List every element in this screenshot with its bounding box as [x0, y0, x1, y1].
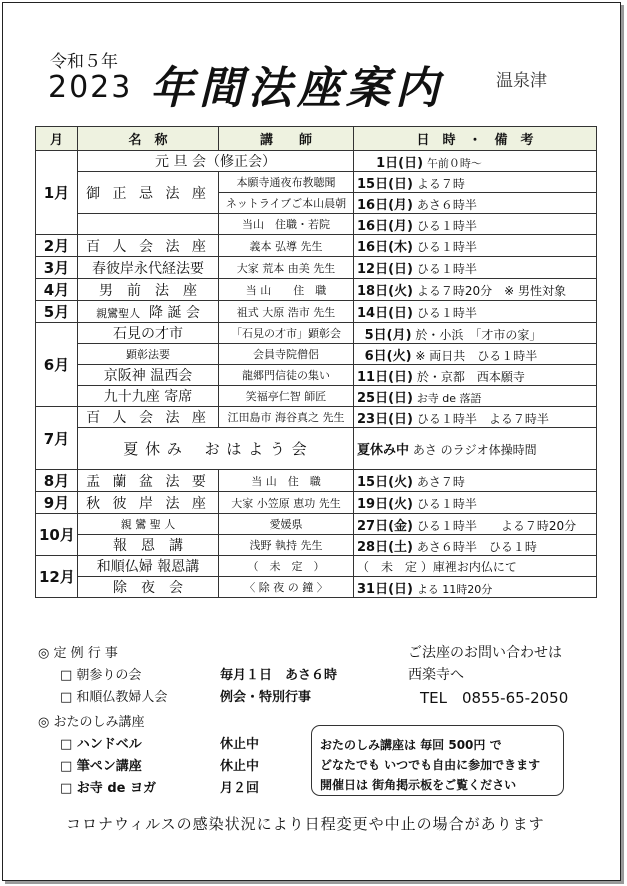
page-title: 年間法座案内: [150, 63, 444, 114]
col-lecturer: 講 師: [219, 127, 354, 151]
event-date: 16日(木): [357, 240, 413, 255]
month-cell: 1月: [36, 151, 78, 235]
event-lecturer: 本願寺通夜布教聴聞: [219, 172, 354, 193]
event-name: 元 旦 会（修正会）: [78, 151, 354, 172]
event-note: よる 11時20分: [416, 582, 493, 596]
month-cell: 5月: [36, 301, 78, 323]
contact-tel: TEL 0855-65-2050: [420, 689, 569, 707]
regular-item-when: 例会・特別行事: [220, 690, 312, 705]
event-date: 31日(日): [357, 581, 413, 597]
event-datetime: [354, 386, 597, 407]
event-lecturer: 当 山 住 職: [219, 470, 354, 492]
event-note: ひる１時半: [416, 262, 477, 276]
event-date: 11日(日): [357, 369, 413, 385]
event-date: 14日(日): [357, 306, 413, 321]
table-row: [36, 470, 597, 492]
table-row: [36, 279, 597, 301]
event-lecturer: 龍郷門信徒の集い: [219, 365, 354, 386]
event-date: 15日(日): [357, 176, 413, 192]
notice-line1: おたのしみ講座は 毎回 500円 で: [320, 738, 502, 752]
event-datetime: [354, 492, 597, 514]
event-datetime: [354, 344, 597, 365]
month-cell: 9月: [36, 492, 78, 514]
event-datetime: [354, 172, 597, 193]
event-datetime: [354, 257, 597, 279]
event-date: 夏休み中: [357, 443, 410, 458]
event-lecturer: 〈 除 夜 の 鐘 〉: [219, 577, 354, 598]
event-lecturer: 大家 荒本 由美 先生: [219, 257, 354, 279]
event-date: 19日(火): [357, 497, 413, 512]
event-note: あさ６時半: [416, 197, 477, 212]
event-datetime: [354, 193, 597, 214]
month-cell: 6月: [36, 323, 78, 407]
regular-item-label: □ 朝参りの会: [60, 668, 142, 683]
table-row: [36, 407, 597, 428]
event-name: 男 前 法 座: [78, 279, 219, 301]
notice-box: [311, 725, 564, 796]
event-name-prefix: 親鸞聖人: [96, 306, 141, 320]
event-note: あさ７時: [416, 475, 465, 489]
table-row: [36, 514, 597, 535]
event-note: あさ６時半 ひる１時: [416, 539, 537, 554]
lesson-item-label: □ ハンドベル: [60, 737, 142, 752]
event-date: 5日(月): [364, 327, 412, 343]
event-name: 和順仏婦 報恩講: [78, 556, 219, 577]
event-date: 16日(月): [357, 218, 413, 234]
event-datetime: [354, 235, 597, 257]
event-date: 1日(日): [376, 155, 424, 171]
event-name: 春彼岸永代経法要: [78, 257, 219, 279]
event-lecturer: （ 未 定 ）: [219, 556, 354, 577]
regular-heading: ◎ 定 例 行 事: [38, 646, 118, 661]
event-date: 23日(日): [357, 411, 413, 427]
event-note: お寺 de 落語: [416, 391, 482, 405]
event-lecturer: ネットライブご本山晨朝: [219, 193, 354, 214]
event-note: 於・小浜 「才市の家」: [415, 327, 542, 342]
event-datetime: [354, 301, 597, 323]
event-name: 秋 彼 岸 法 座: [78, 492, 219, 514]
event-note: ※ 両日共 ひる１時半: [415, 348, 538, 363]
era-label: 令和５年: [50, 52, 118, 72]
event-lecturer: 会員寺院僧侶: [219, 344, 354, 365]
event-name: 京阪神 温西会: [78, 365, 219, 386]
event-name: 百 人 会 法 座: [78, 407, 219, 428]
event-name: 九十九座 寄席: [78, 386, 219, 407]
event-name: 夏 休 み お は よ う 会: [78, 428, 354, 470]
event-date: 12日(日): [357, 262, 413, 277]
event-datetime: [354, 514, 597, 535]
event-lecturer: 笑福亭仁智 師匠: [219, 386, 354, 407]
event-note: ひる１時半: [416, 497, 477, 511]
month-cell: 8月: [36, 470, 78, 492]
event-date: 25日(日): [357, 390, 413, 406]
event-note: ひる１時半: [416, 218, 477, 233]
event-lecturer: 当 山 住 職: [219, 279, 354, 301]
col-name: 名 称: [78, 127, 219, 151]
event-name: 盂 蘭 盆 法 要: [78, 470, 219, 492]
event-datetime: [354, 407, 597, 428]
event-note: よる７時20分 ※ 男性対象: [416, 284, 566, 298]
event-name-main: 降 誕 会: [149, 304, 200, 321]
lesson-item-when: 休止中: [220, 759, 260, 774]
event-name-prefix: 親 鸞 聖 人: [78, 514, 219, 535]
event-name: 御 正 忌 法 座: [78, 172, 219, 214]
table-row: [36, 301, 597, 323]
event-datetime: [354, 365, 597, 386]
event-datetime: [354, 214, 597, 235]
event-datetime: [354, 470, 597, 492]
event-note: ひる１時半: [416, 240, 477, 254]
table-row: [36, 323, 597, 344]
event-datetime: [354, 577, 597, 598]
event-name: 除 夜 会: [78, 577, 219, 598]
regular-item-label: □ 和順仏教婦人会: [60, 690, 168, 705]
table-row: [36, 535, 597, 556]
event-note: （ 未 定 ）庫裡お内仏にて: [354, 556, 597, 577]
lesson-item-label: □ お寺 de ヨガ: [60, 781, 156, 796]
month-cell: 12月: [36, 556, 78, 598]
event-date: 18日(火): [357, 284, 413, 299]
event-datetime: [354, 279, 597, 301]
event-date: 27日(金): [357, 518, 413, 534]
month-cell: 3月: [36, 257, 78, 279]
event-lecturer: 当山 住職・若院: [219, 214, 354, 235]
event-date: 6日(火): [364, 348, 412, 364]
lesson-item-label: □ 筆ペン講座: [60, 759, 142, 774]
table-row: [36, 428, 597, 470]
col-month: 月: [36, 127, 78, 151]
event-note: 午前０時～: [426, 156, 482, 170]
place-label: 温泉津: [496, 71, 547, 91]
event-name: 顕彰法要: [78, 344, 219, 365]
event-note: ひる１時半 よる７時20分: [416, 518, 577, 533]
table-row: [36, 172, 597, 193]
event-datetime: [354, 428, 597, 470]
event-lecturer: 「石見の才市」顕彰会: [219, 323, 354, 344]
event-datetime: [354, 323, 597, 344]
month-cell: 7月: [36, 407, 78, 470]
event-name: 石見の才市: [78, 323, 219, 344]
event-name: 百 人 会 法 座: [78, 235, 219, 257]
contact-line1: ご法座のお問い合わせは: [408, 645, 562, 661]
event-lecturer: 浅野 執持 先生: [219, 535, 354, 556]
table-row: [36, 556, 597, 577]
event-datetime: [354, 151, 597, 172]
table-row: [36, 235, 597, 257]
table-row: [36, 386, 597, 407]
table-header-row: [36, 127, 597, 151]
regular-item-when: 毎月１日 あさ６時: [220, 668, 338, 683]
event-date: 16日(月): [357, 197, 413, 213]
month-cell: 4月: [36, 279, 78, 301]
event-note: ひる１時半: [416, 306, 477, 320]
event-note: よる７時: [416, 176, 465, 191]
table-row: [36, 492, 597, 514]
event-name: [78, 301, 219, 323]
event-note: ひる１時半 よる７時半: [416, 411, 549, 426]
lessons-heading: ◎ おたのしみ講座: [38, 715, 145, 730]
table-row: [36, 365, 597, 386]
month-cell: 10月: [36, 514, 78, 556]
event-note: あさ のラジオ体操時間: [412, 443, 537, 457]
table-row: [36, 257, 597, 279]
event-lecturer: 大家 小笠原 恵功 先生: [219, 492, 354, 514]
table-row: [36, 214, 597, 235]
table-row: [36, 344, 597, 365]
event-datetime: [354, 535, 597, 556]
contact-line2: 西楽寺へ: [408, 667, 464, 683]
footer-note: コロナウィルスの感染状況により日程変更や中止の場合があります: [66, 815, 545, 833]
schedule-table: [35, 126, 597, 598]
notice-line3: 開催日は 街角掲示板をご覧ください: [320, 778, 517, 792]
table-row: [36, 577, 597, 598]
event-lecturer: 愛媛県: [219, 514, 354, 535]
event-lecturer: 江田島市 海谷真之 先生: [219, 407, 354, 428]
table-row: [36, 151, 597, 172]
event-date: 15日(火): [357, 475, 413, 490]
month-cell: 2月: [36, 235, 78, 257]
lesson-item-when: 月２回: [220, 781, 260, 796]
lesson-item-when: 休止中: [220, 737, 260, 752]
notice-line2: どなたでも いつでも自由に参加できます: [320, 758, 541, 772]
event-name: 報 恩 講: [78, 535, 219, 556]
event-lecturer: 義本 弘導 先生: [219, 235, 354, 257]
event-date: 28日(土): [357, 539, 413, 555]
col-datetime: 日 時 ・ 備 考: [354, 127, 597, 151]
event-note: 於・京都 西本願寺: [416, 369, 525, 384]
year-label: 2023: [48, 70, 133, 105]
event-lecturer: 祖式 大原 浩市 先生: [219, 301, 354, 323]
